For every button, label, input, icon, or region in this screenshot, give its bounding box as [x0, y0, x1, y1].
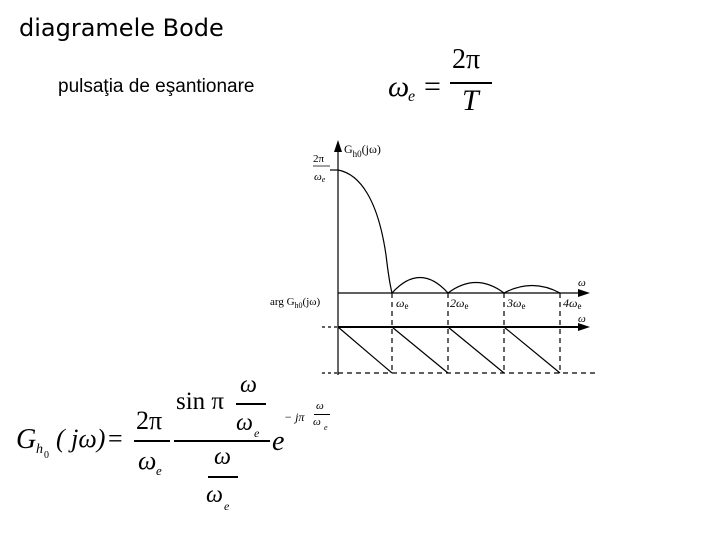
two-pi-fraction-bar [134, 440, 170, 442]
magnitude-curve [338, 170, 392, 293]
equals-sign: = [424, 70, 441, 103]
exponent-omega-e-sub: e [324, 423, 328, 432]
omega-e-den: ω [138, 446, 157, 475]
exponent-omega: ω [316, 400, 324, 412]
two-pi: 2π [136, 406, 163, 435]
main-fraction-bar [174, 440, 270, 442]
slide-subtitle: pulsaţia de eşantionare [58, 76, 255, 97]
frequency-ticks [396, 296, 581, 311]
exponent-prefix: − jπ [284, 410, 305, 424]
omega-e-subscript: e [408, 88, 416, 105]
phase-omega-label: ω [578, 313, 586, 325]
phase-segment-4 [504, 327, 560, 373]
den-omega-e-sub: e [224, 499, 230, 513]
magnitude-axis-label: $G_{h0}(j\omega)$ [344, 142, 381, 159]
phase-axis-label: arg $G_{h0}(j\omega)$ [270, 296, 321, 310]
den-omega-e: ω [206, 482, 223, 508]
exponent-fraction-bar [314, 414, 330, 415]
sin-omega-e-sub: e [254, 426, 260, 440]
magnitude-axis-arrow [578, 289, 590, 297]
exponent-omega-e: ω [313, 416, 321, 428]
g-symbol: G [16, 424, 37, 455]
magnitude-lobe-3 [504, 286, 560, 294]
vertical-axis-arrow [334, 140, 342, 152]
g-subscript-h: h [36, 442, 43, 457]
g-argument: ( jω) [56, 424, 106, 453]
g-subscript-0: 0 [44, 450, 49, 461]
magnitude-lobe-2 [448, 283, 504, 294]
tick-label-4: 4ωe [563, 296, 582, 311]
den-inner-fraction-bar [208, 476, 238, 478]
y-top-denominator: ωe [314, 171, 326, 184]
two-pi-numerator: 2π [452, 44, 481, 75]
period-denominator: T [462, 84, 479, 117]
sin-omega-num: ω [240, 372, 257, 398]
tick-label-3: 3ωe [507, 296, 526, 311]
sin-pi: sin π [176, 388, 225, 415]
omega-e-symbol: ω [388, 70, 410, 103]
sin-omega-e: ω [236, 410, 253, 436]
slide-title: diagramele Bode [19, 14, 224, 42]
phase-segment-3 [448, 327, 504, 373]
y-top-numerator: 2π [313, 153, 325, 165]
g-equals: = [108, 424, 123, 453]
den-omega: ω [214, 444, 231, 470]
phase-segment-1 [338, 327, 392, 373]
tick-label-2: 2ωe [450, 296, 469, 311]
sin-inner-fraction-bar [236, 403, 266, 405]
tick-label-1: ωe [396, 296, 409, 311]
magnitude-omega-label: ω [578, 277, 586, 289]
omega-e-den-sub: e [156, 463, 162, 478]
exponential-e: e [272, 426, 285, 457]
magnitude-lobe-1 [392, 278, 448, 294]
phase-segment-2 [392, 327, 448, 373]
